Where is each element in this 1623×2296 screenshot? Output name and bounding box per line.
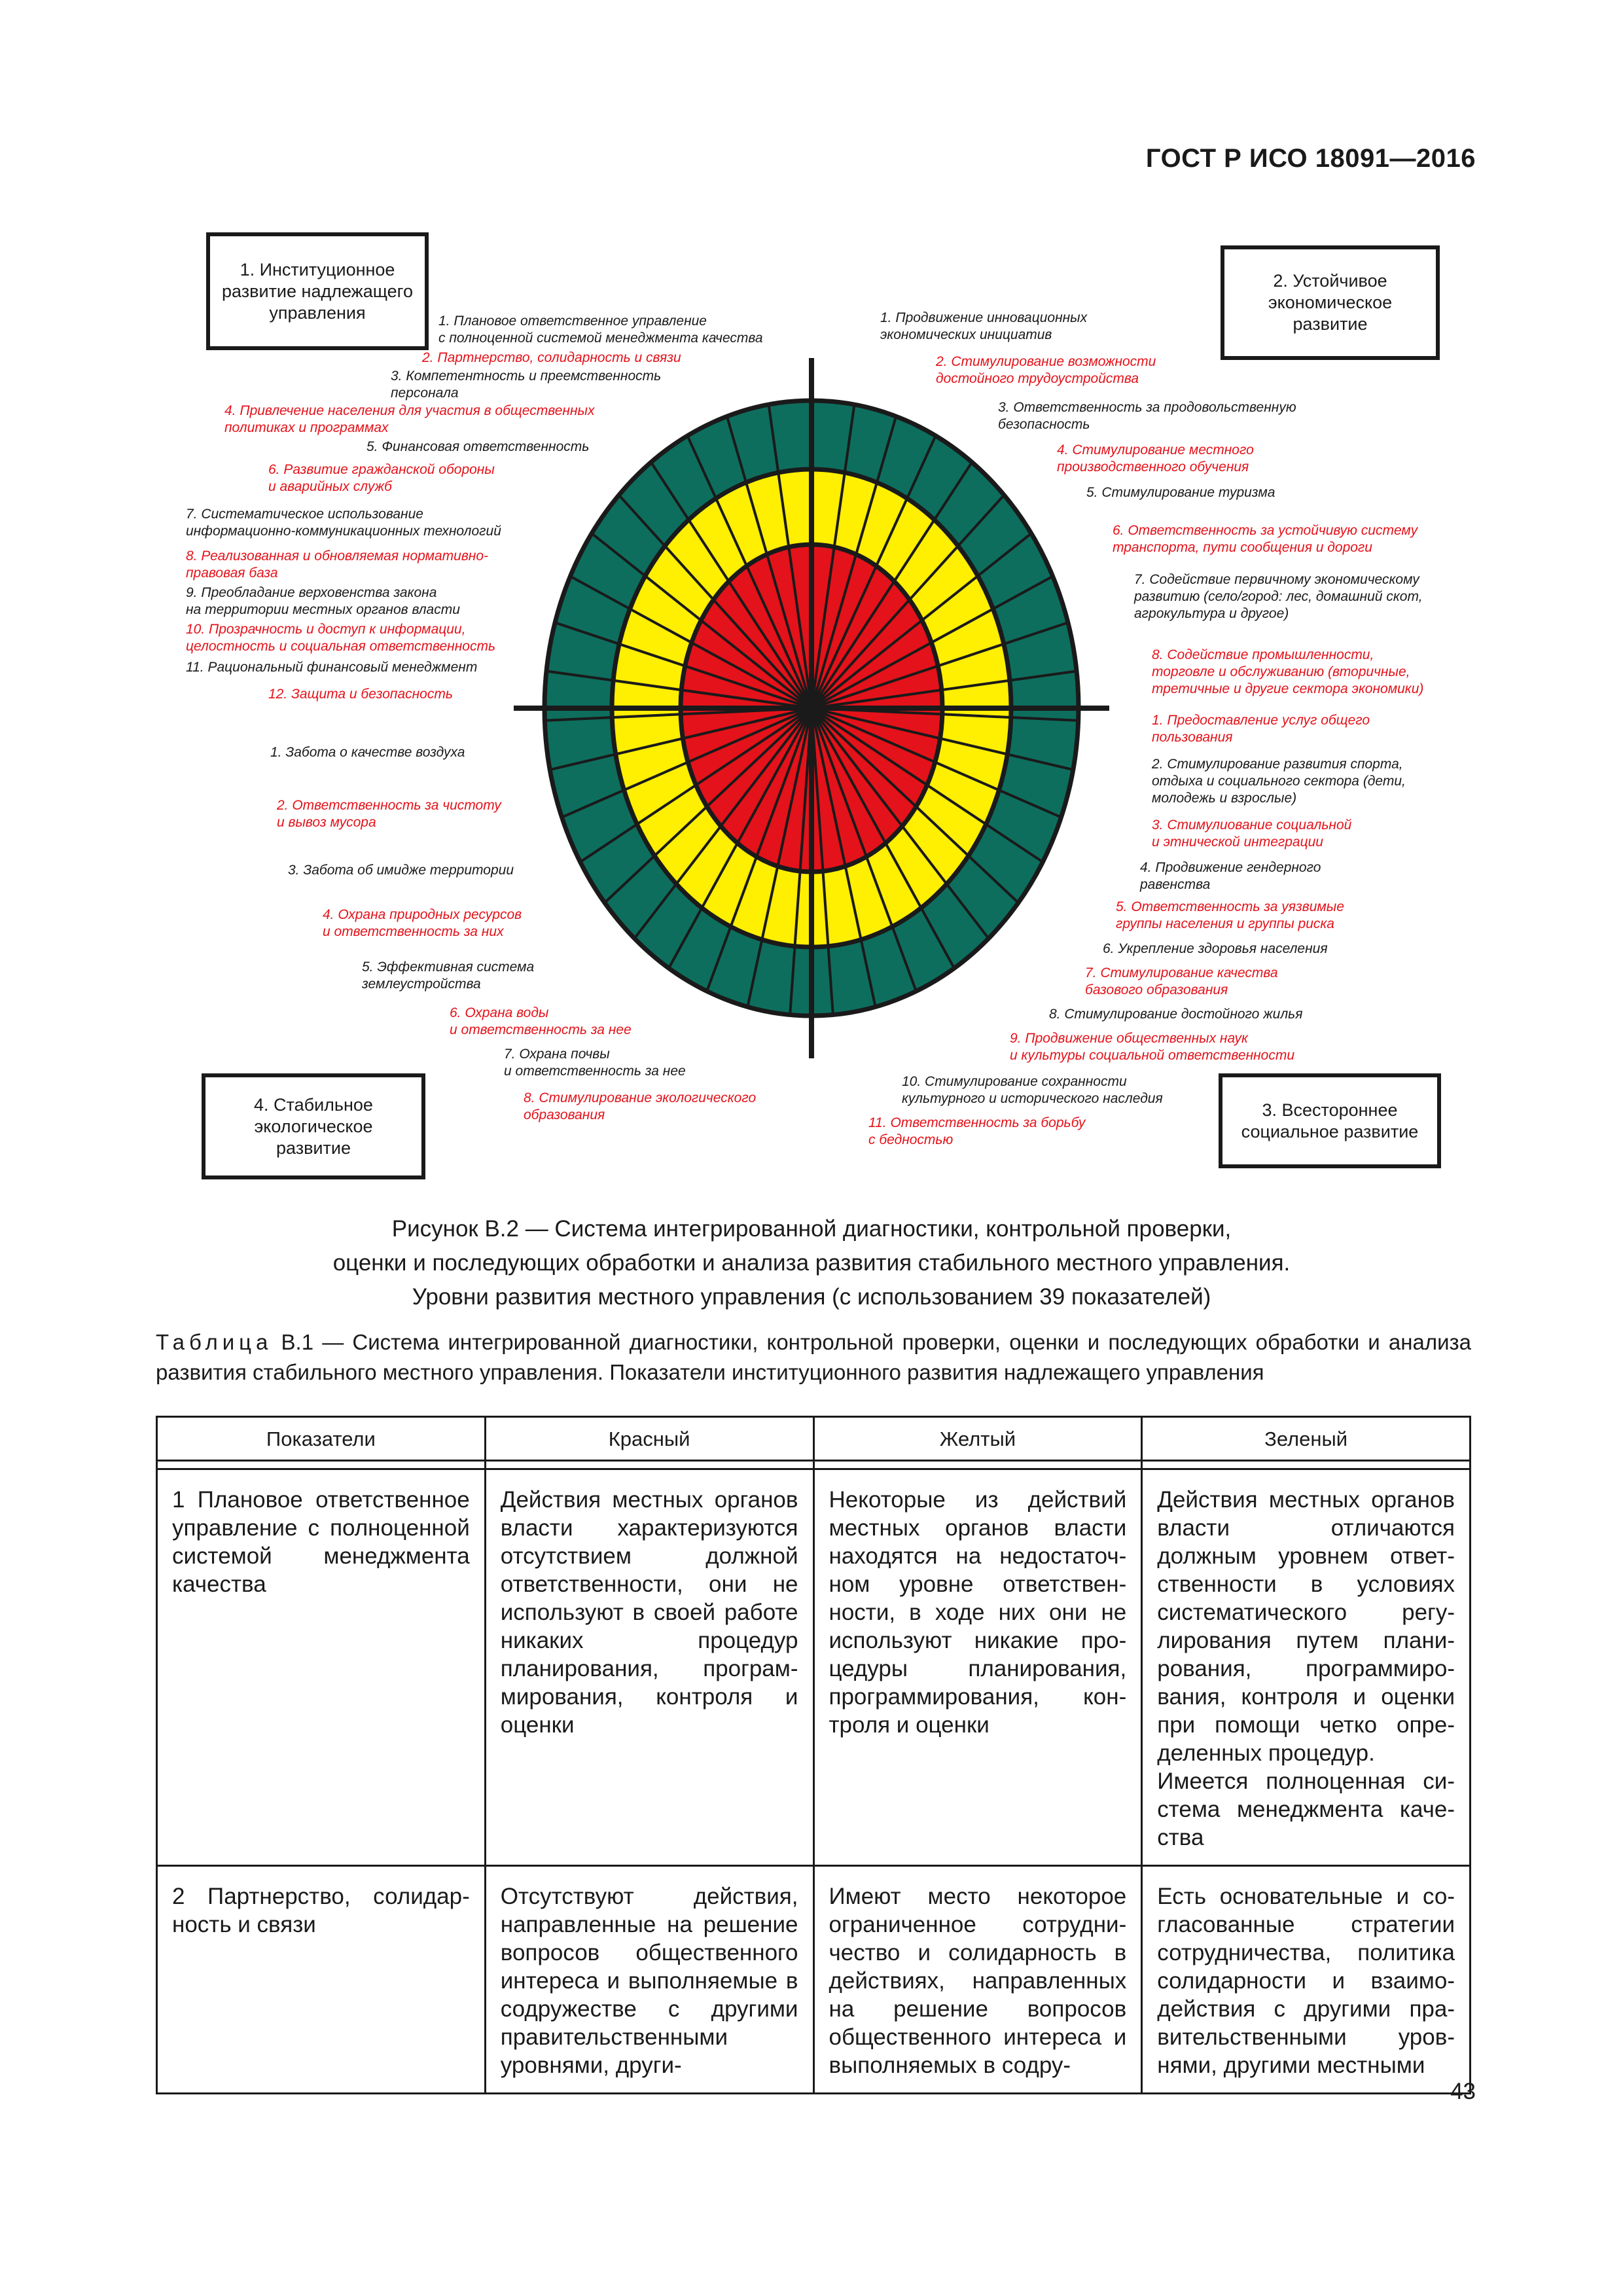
- indicator-q2-7: 7. Содействие первичному экономическому развитию (село/город: лес, домашний скот, агрокультура и другое): [1134, 572, 1423, 621]
- indicator-q1-1: 1. Плановое ответственное управление с полноценной системой менеджмента качества: [438, 314, 763, 346]
- figure-caption: [0, 1212, 1623, 1314]
- indicator-q1-5: 5. Финансовая ответственность: [366, 439, 590, 454]
- indicator-q3-4: 4. Продвижение гендерного равенства: [1140, 860, 1321, 892]
- indicator-q4-7: 7. Охрана почвы и ответственность за нее: [504, 1047, 686, 1079]
- quadrant-label-social: 3. Всестороннее социальное развитие: [1241, 1100, 1419, 1141]
- indicator-q3-11: 11. Ответственность за борьбу с бедностью: [868, 1115, 1086, 1147]
- page-number: 43: [1450, 2079, 1476, 2104]
- indicator-q1-2: 2. Партнерство, солидарность и связи: [422, 350, 681, 365]
- table-header-row: [157, 1417, 1471, 1461]
- table-cell: Некоторые из действий местных органов власти находятся на недостаточном уровне ответственности, в ходе них они не используют никакие процедуры планирования, программирования, контроля и оценки: [813, 1469, 1142, 1866]
- table-spacer-row: [157, 1461, 1471, 1469]
- indicator-q3-5: 5. Ответственность за уязвимые группы населения и группы риска: [1116, 899, 1344, 931]
- table-row: [157, 1469, 1471, 1866]
- indicator-q3-10: 10. Стимулирование сохранности культурного и исторического наследия: [902, 1074, 1163, 1106]
- table-caption: [156, 1327, 1471, 1388]
- indicator-q3-3: 3. Стимулиование социальной и этнической интеграции: [1152, 817, 1352, 850]
- quadrant-box-social: [1219, 1073, 1441, 1168]
- quadrant-label-ecological: 4. Стабильное экологическое развитие: [254, 1094, 373, 1158]
- indicator-q3-7: 7. Стимулирование качества базового образования: [1085, 965, 1278, 997]
- figure-caption-line-2: оценки и последующих обработки и анализа развития стабильного местного управления.: [332, 1250, 1291, 1276]
- table-cell: Действия местных органов власти отличаются должным уровнем ответственности в условиях систематического регулирования путем планирования, программирования, контроля и оценки при помощи четко определенных процедур. Имеется полноценная система менеджмента качества: [1142, 1469, 1471, 1866]
- indicator-q3-6: 6. Укрепление здоровья населения: [1103, 941, 1328, 956]
- quadrant-box-economic: [1221, 245, 1440, 360]
- table-row: [157, 1866, 1471, 2094]
- table-cell: 2 Партнерство, солидарность и связи: [157, 1866, 486, 2094]
- indicator-q1-4: 4. Привлечение населения для участия в общественных политиках и программах: [224, 403, 595, 435]
- indicator-q3-8: 8. Стимулирование достойного жилья: [1049, 1007, 1303, 1022]
- indicator-q1-10: 10. Прозрачность и доступ к информации, целостность и социальная ответственность: [186, 622, 495, 654]
- table-cell: Имеют место некоторое ограниченное сотрудничество и солидарность в действиях, направленных на решение вопросов общественного интереса и выполняемых в содру-: [813, 1866, 1142, 2094]
- indicator-q4-5: 5. Эффективная система землеустройства: [362, 960, 535, 992]
- table-cell: Действия местных органов власти характеризуются отсутствием должной ответственности, они не используют в своей работе никаких процедур планирования, программирования, контроля и оценки: [485, 1469, 813, 1866]
- indicator-q4-1: 1. Забота о качестве воздуха: [270, 745, 465, 760]
- table-cell: Есть основательные и согласованные стратегии сотрудничества, политика солидарности и взаимодействия с другими правительственными уровнями, другими местными: [1142, 1866, 1471, 2094]
- indicator-q3-9: 9. Продвижение общественных наук и культуры социальной ответственности: [1010, 1031, 1295, 1063]
- indicator-q2-5: 5. Стимулирование туризма: [1086, 485, 1275, 500]
- indicator-q4-3: 3. Забота об имидже территории: [288, 863, 514, 878]
- indicator-q1-8: 8. Реализованная и обновляемая нормативно- правовая база: [186, 548, 489, 581]
- standard-designation: ГОСТ Р ИСО 18091—2016: [1145, 144, 1476, 173]
- indicators-table: [156, 1416, 1471, 2094]
- indicator-q4-2: 2. Ответственность за чистоту и вывоз мусора: [277, 798, 501, 830]
- indicator-q2-4: 4. Стимулирование местного производственного обучения: [1057, 442, 1254, 475]
- indicator-q3-1: 1. Предоставление услуг общего пользования: [1152, 713, 1370, 745]
- header-indicators: Показатели: [157, 1417, 486, 1461]
- quadrant-box-institutional: [206, 232, 429, 350]
- indicator-q3-2: 2. Стимулирование развития спорта, отдыха и социального сектора (дети, молодежь и взрослые): [1152, 757, 1406, 806]
- indicator-q2-6: 6. Ответственность за устойчивую систему транспорта, пути сообщения и дороги: [1113, 523, 1418, 555]
- indicator-q1-12: 12. Защита и безопасность: [268, 687, 453, 702]
- table-caption-label: Таблица: [156, 1330, 273, 1354]
- header-green: Зеленый: [1142, 1417, 1471, 1461]
- quadrant-label-institutional: 1. Институционное развитие надлежащего управления: [222, 259, 413, 323]
- indicator-q1-11: 11. Рациональный финансовый менеджмент: [186, 660, 478, 675]
- indicator-q4-6: 6. Охрана воды и ответственность за нее: [450, 1005, 632, 1037]
- indicator-q2-8: 8. Содействие промышленности, торговле и обслуживанию (вторичные, третичные и другие сектора экономики): [1152, 647, 1424, 696]
- figure-caption-line-1: Рисунок В.2 — Система интегрированной диагностики, контрольной проверки,: [391, 1216, 1232, 1242]
- quadrant-box-ecological: [202, 1073, 425, 1179]
- indicator-q2-3: 3. Ответственность за продовольственную безопасность: [998, 400, 1296, 432]
- header-red: Красный: [485, 1417, 813, 1461]
- header-yellow: Желтый: [813, 1417, 1142, 1461]
- indicator-q2-1: 1. Продвижение инновационных экономических инициатив: [880, 310, 1088, 342]
- figure-caption-line-3: Уровни развития местного управления (с использованием 39 показателей): [412, 1284, 1211, 1310]
- indicator-q1-3: 3. Компетентность и преемственность персонала: [391, 368, 662, 401]
- indicator-q1-7: 7. Систематическое использование информационно-коммуникационных технологий: [186, 507, 501, 539]
- table-cell: Отсутствуют действия, направленные на решение вопросов общественного интереса и выполняемые в содружестве с другими правительственными уровнями, други-: [485, 1866, 813, 2094]
- table-caption-text: В.1 — Система интегрированной диагностики, контрольной проверки, оценки и последующих обработки и анализа развития стабильного местного управления. Показатели институционного развития надлежащего управления: [156, 1330, 1471, 1384]
- indicator-q4-8: 8. Стимулирование экологического образования: [524, 1090, 757, 1122]
- indicator-q1-9: 9. Преобладание верховенства закона на территории местных органов власти: [186, 585, 460, 617]
- indicator-q1-6: 6. Развитие гражданской обороны и аварийных служб: [268, 462, 495, 494]
- table-cell: 1 Плановое ответственное управление с полноценной системой менеджмента качества: [157, 1469, 486, 1866]
- quadrant-label-economic: 2. Устойчивое экономическое развитие: [1268, 271, 1393, 334]
- indicator-q2-2: 2. Стимулирование возможности достойного трудоустройства: [936, 354, 1156, 386]
- indicator-q4-4: 4. Охрана природных ресурсов и ответственность за них: [323, 907, 522, 939]
